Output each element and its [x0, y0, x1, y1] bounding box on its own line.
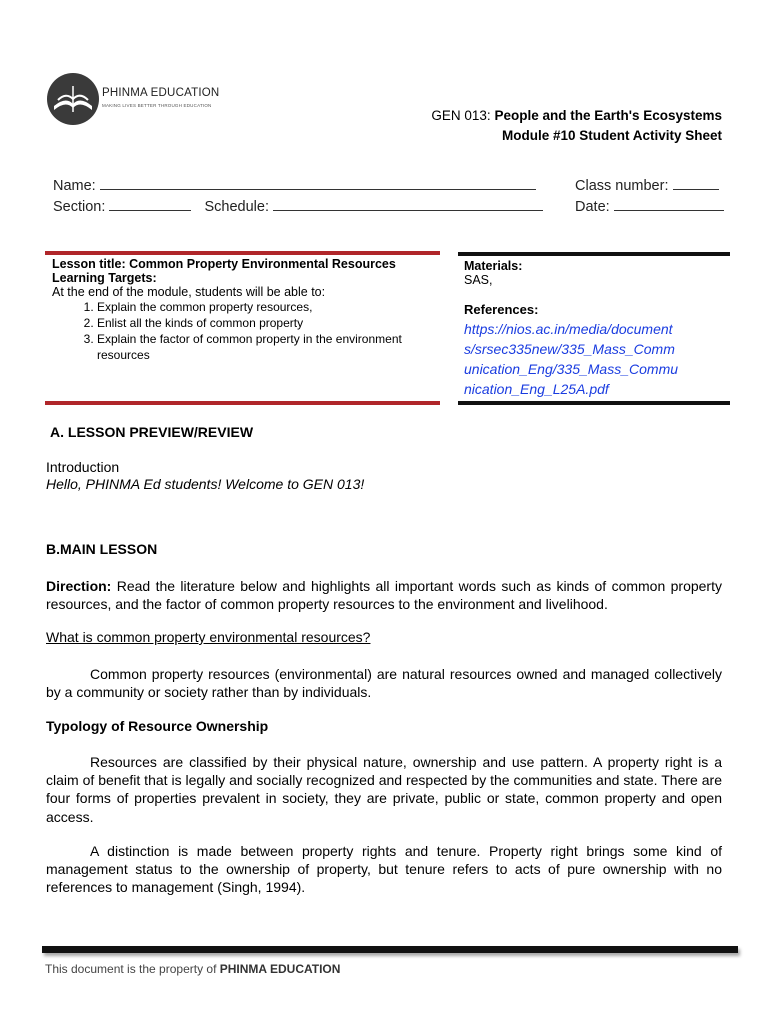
targets-list: [45, 299, 440, 363]
paragraph-3-text: A distinction is made between property rights and tenure. Property right brings some kind of management status to the ownership of property, but tenure refers to acts of pure ownership with no references to management (Singh, 1994).: [46, 843, 722, 896]
direction-label: Direction:: [46, 578, 112, 594]
paragraph-2: [46, 753, 722, 826]
module-title: Module #10 Student Activity Sheet: [501, 128, 722, 143]
schedule-label: Schedule:: [204, 199, 269, 215]
materials-box-top-bar: [458, 252, 730, 256]
paragraph-2-text: Resources are classified by their physical nature, ownership and use pattern. A property right is a claim of benefit that is legally and socially recognized and respected by the communities and state. There are four forms of properties prevalent in society, they are private, public or state, common property and open access.: [46, 754, 722, 825]
phinma-book-icon: [46, 72, 100, 126]
logo-name: PHINMA EDUCATION: [102, 87, 220, 99]
lesson-question: What is common property environmental resources?: [46, 629, 371, 645]
lesson-box-top-bar: [45, 251, 440, 255]
section-field[interactable]: [109, 197, 191, 211]
target-item: 1. Explain the common property resources,: [97, 299, 440, 315]
section-label: Section:: [53, 199, 106, 215]
materials-label: Materials:: [464, 259, 523, 273]
name-label: Name:: [53, 178, 96, 194]
reference-link[interactable]: https://nios.ac.in/media/documents/srsec335new/335_Mass_Communication_Eng/335_Mass_Communication_Eng_L25A.pdf: [464, 321, 679, 397]
section-a-heading: A. LESSON PREVIEW/REVIEW: [50, 424, 254, 440]
lesson-box: [45, 257, 440, 363]
learning-targets-label: Learning Targets:: [52, 271, 157, 285]
target-item: 2. Enlist all the kinds of common property: [97, 315, 440, 331]
footer-text: [45, 962, 340, 976]
direction-paragraph: [46, 577, 722, 613]
materials-box: [464, 259, 704, 399]
greeting-text: Hello, PHINMA Ed students! Welcome to GEN 013!: [46, 476, 365, 492]
class-number-row: [575, 176, 719, 194]
phinma-logo: [46, 72, 220, 128]
date-field[interactable]: [614, 197, 724, 211]
footer-bar: [42, 946, 738, 953]
materials-box-bottom-bar: [458, 401, 730, 405]
schedule-field[interactable]: [273, 197, 543, 211]
references-label: References:: [464, 302, 539, 317]
paragraph-3: [46, 842, 722, 897]
class-number-field[interactable]: [673, 176, 719, 190]
section-b-heading: B.MAIN LESSON: [46, 541, 158, 557]
footer-owner: PHINMA EDUCATION: [219, 962, 341, 976]
materials-value: SAS,: [464, 273, 493, 287]
paragraph-1: [46, 665, 722, 701]
logo-tagline: MAKING LIVES BETTER THROUGH EDUCATION: [102, 103, 212, 108]
footer-label: This document is the property of: [45, 962, 217, 976]
name-row: [53, 176, 536, 194]
direction-text: Read the literature below and highlights all important words such as kinds of common property resources, and the factor of common property resources to the environment and livelihood.: [46, 578, 722, 613]
lesson-title: Lesson title: Common Property Environmental Resources: [52, 257, 396, 271]
course-title-line: [431, 106, 722, 126]
course-header: [431, 106, 722, 146]
lesson-box-bottom-bar: [45, 401, 440, 405]
section-row: [53, 197, 543, 215]
introduction-label: Introduction: [46, 459, 120, 475]
target-item: 3. Explain the factor of common property in the environment resources: [97, 331, 440, 363]
typology-heading: Typology of Resource Ownership: [46, 718, 269, 734]
course-title: People and the Earth's Ecosystems: [494, 108, 722, 123]
paragraph-1-text: Common property resources (environmental) are natural resources owned and managed collectively by a community or society rather than by individuals.: [46, 666, 722, 701]
course-code: GEN 013:: [431, 108, 491, 123]
targets-intro: At the end of the module, students will be able to:: [52, 285, 326, 299]
name-field[interactable]: [100, 176, 536, 190]
class-number-label: Class number:: [575, 178, 669, 194]
date-row: [575, 197, 724, 215]
date-label: Date:: [575, 199, 610, 215]
